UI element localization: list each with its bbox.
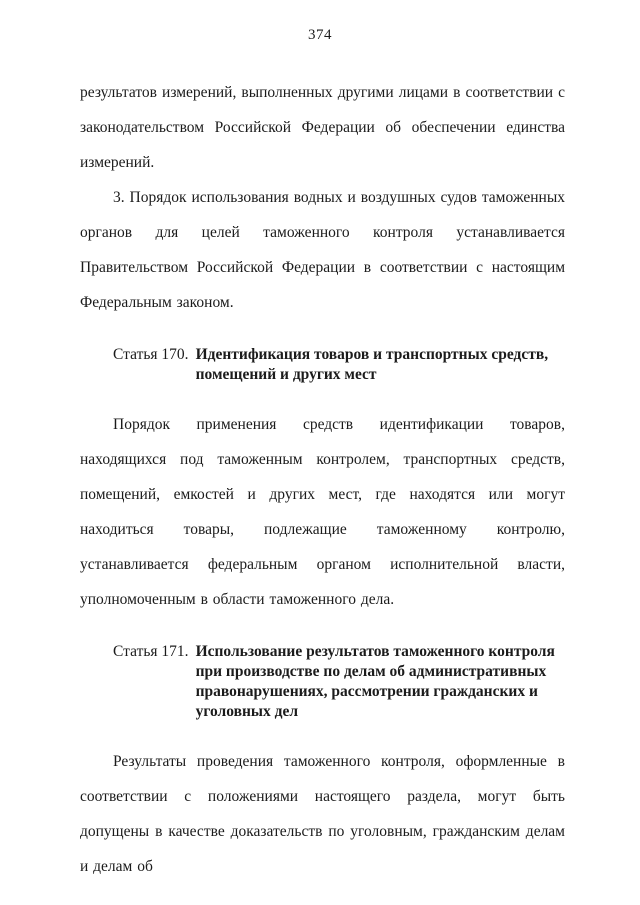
paragraph-vessels: 3. Порядок использования водных и воздушных судов таможенных органов для целей таможенного контроля устанавливается Правительством Российской Федерации в соответствии с настоящим Федеральным законом. [80,189,565,311]
article-171-title: Использование результатов таможенного контроля при производстве по делам об административных правонарушениях, рассмотрении гражданских и уголовных дел [195,643,555,720]
paragraph-identification: Порядок применения средств идентификации товаров, находящихся под таможенным контролем, транспортных средств, помещений, емкостей и других мест, где находятся или могут находиться товары, подлежащие таможенному контролю, устанавливается федеральным органом исполнительной власти, уполномоченным в области таможенного дела. [80,416,565,608]
article-171-label: Статья 171. [113,643,189,660]
article-heading-171 [113,642,565,722]
article-heading-170 [113,345,565,385]
article-170-title: Идентификация товаров и транспортных средств, помещений и других мест [195,346,549,383]
article-170-label: Статья 170. [113,346,189,363]
paragraph-results: Результаты проведения таможенного контроля, оформленные в соответствии с положениями настоящего раздела, могут быть допущены в качестве доказательств по уголовным, гражданским делам и делам об [80,753,565,875]
paragraph-measurements: результатов измерений, выполненных другими лицами в соответствии с законодательством Российской Федерации об обеспечении единства измерений. [80,84,565,171]
page-content [80,75,565,884]
page-number: 374 [308,27,332,43]
